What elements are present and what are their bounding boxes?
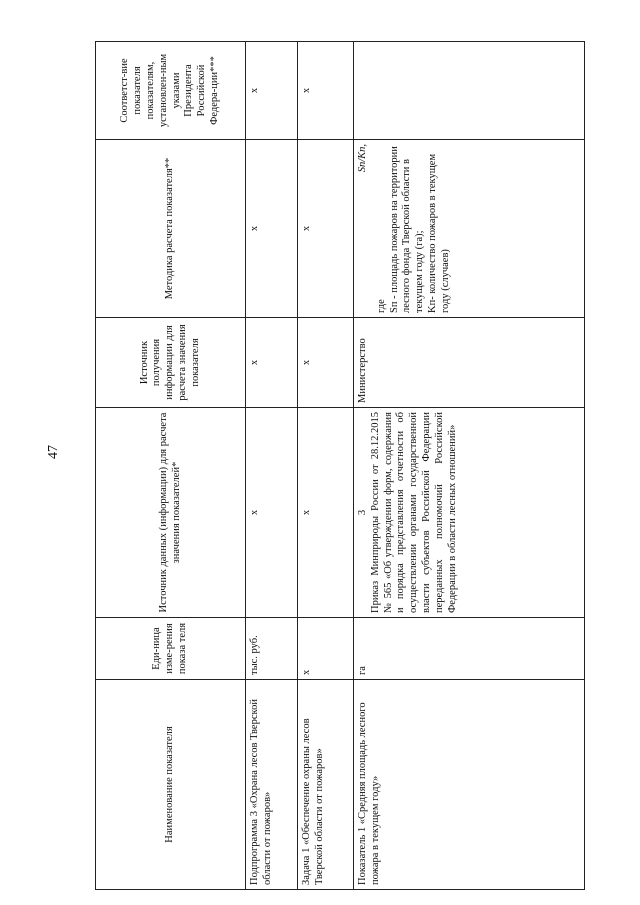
row1-method: х: [246, 140, 298, 318]
row3-data-source: Приказ Минприроды России от 28.12.2015 № 565 «Об утверждении форм, содержания и порядка представления отчетности об осуществлении органами государственной власти субъектов Российской Федерации переданных полномочий Российской Федерации в области лесных отношений»: [369, 412, 458, 613]
header-compliance: Соответст-вие показателя показателям, установлен-ным указами Президента Российской Федера-ции***: [96, 42, 246, 140]
rotated-table-wrapper: [95, 42, 585, 890]
header-name: Наименование показателя: [96, 680, 246, 890]
page-number: 47: [46, 445, 61, 459]
row1-info-source: х: [246, 318, 298, 408]
row3-name: Показатель 1 «Средняя площадь лесного пожара в текущем году»: [354, 680, 585, 890]
table-row: [354, 42, 585, 890]
header-info-source: Источник получения информации для расчета значения показателя: [96, 318, 246, 408]
row1-compliance: х: [246, 42, 298, 140]
row2-name: Задача 1 «Обеспечение охраны лесов Тверской области от пожаров»: [298, 680, 354, 890]
row3-method-formula: Sп/Kп,: [357, 144, 368, 173]
row3-info-source: Министерство: [354, 318, 585, 408]
header-method: Методика расчета показателя**: [96, 140, 246, 318]
row2-compliance: х: [298, 42, 354, 140]
row3-data-source-number: 3: [357, 509, 368, 516]
row2-method: х: [298, 140, 354, 318]
header-data-source: Источник данных (информации) для расчета значения показателей*: [96, 408, 246, 618]
row3-method-cell: [354, 140, 585, 318]
header-row: [96, 42, 246, 890]
row3-method-line: Sп - площадь пожаров на территории лесного фонда Тверской области в текущем году (га);: [388, 146, 426, 313]
row3-unit: га: [354, 618, 585, 680]
row3-method-line: Kп- количество пожаров в текущем году (случаев): [426, 153, 451, 313]
row1-name: Подпрограмма 3 «Охрана лесов Тверской области от пожаров»: [246, 680, 298, 890]
row3-data-source-cell: [354, 408, 585, 618]
indicators-table: [95, 41, 585, 890]
row2-info-source: х: [298, 318, 354, 408]
table-row: [298, 42, 354, 890]
row1-data-source: х: [246, 408, 298, 618]
row3-compliance: [354, 42, 585, 140]
header-unit: Еди-ница изме-рения показа теля: [96, 618, 246, 680]
row3-method-line: где: [375, 299, 387, 313]
row2-unit: х: [298, 618, 354, 680]
row1-unit: тыс. руб.: [246, 618, 298, 680]
table-row: [246, 42, 298, 890]
row2-data-source: х: [298, 408, 354, 618]
